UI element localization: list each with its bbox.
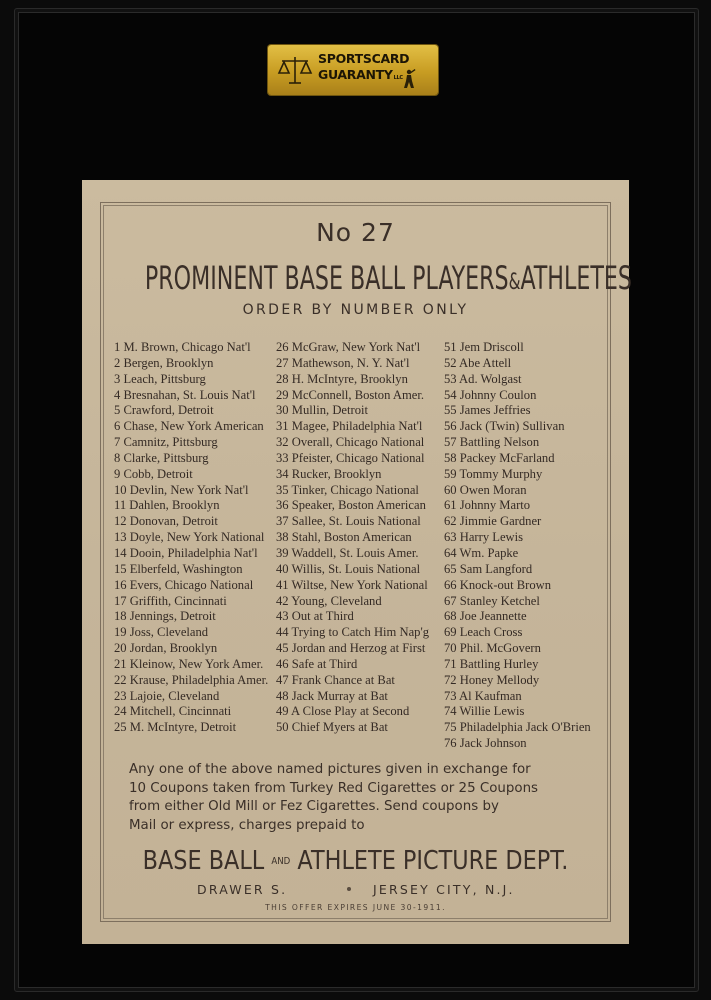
- list-item: 8 Clarke, Pittsburg: [114, 450, 209, 465]
- dept-right: ATHLETE PICTURE DEPT.: [297, 846, 569, 876]
- dept-left: BASE BALL: [142, 846, 265, 876]
- list-item: 67 Stanley Ketchel: [444, 593, 540, 608]
- offer-line: from either Old Mill or Fez Cigarettes. Send coupons by: [129, 799, 499, 814]
- offer-text: [129, 761, 609, 835]
- list-item: 52 Abe Attell: [444, 355, 512, 370]
- list-item: 66 Knock-out Brown: [444, 577, 552, 592]
- scales-icon: [276, 51, 314, 89]
- dept-and: AND: [271, 856, 291, 867]
- list-item: 7 Camnitz, Pittsburg: [114, 435, 218, 450]
- list-item: 61 Johnny Marto: [444, 498, 531, 513]
- list-item: 23 Lajoie, Cleveland: [114, 688, 220, 703]
- list-item: 12 Donovan, Detroit: [114, 514, 218, 529]
- list-item: 21 Kleinow, New York Amer.: [114, 656, 264, 671]
- title-ampersand: &: [508, 270, 521, 295]
- list-item: 14 Dooin, Philadelphia Nat'l: [114, 545, 258, 560]
- list-item: 44 Trying to Catch Him Nap'g: [276, 625, 430, 640]
- list-item: 24 Mitchell, Cincinnati: [114, 704, 232, 719]
- list-item: 57 Battling Nelson: [444, 435, 540, 450]
- list-item: 76 Jack Johnson: [444, 736, 527, 751]
- list-item: 25 M. McIntyre, Detroit: [114, 720, 237, 735]
- list-item: 60 Owen Moran: [444, 482, 527, 497]
- list-item: 69 Leach Cross: [444, 625, 523, 640]
- list-item: 15 Elberfeld, Washington: [114, 561, 243, 576]
- list-item: 36 Speaker, Boston American: [276, 498, 426, 513]
- list-item: 59 Tommy Murphy: [444, 466, 543, 481]
- label-brand-line1: SPORTSCARD: [318, 51, 410, 66]
- list-item: 39 Waddell, St. Louis Amer.: [276, 545, 419, 560]
- list-item: 16 Evers, Chicago National: [114, 577, 254, 592]
- checklist-column-1: [114, 340, 268, 736]
- order-instruction: ORDER BY NUMBER ONLY: [242, 302, 469, 318]
- title-main: PROMINENT BASE BALL PLAYERS: [144, 259, 509, 297]
- label-brand-line2: GUARANTYLLC: [318, 67, 403, 82]
- offer-line: 10 Coupons taken from Turkey Red Cigarettes or 25 Coupons: [129, 780, 539, 796]
- list-item: 5 Crawford, Detroit: [114, 403, 214, 418]
- list-item: 10 Devlin, New York Nat'l: [114, 482, 249, 497]
- offer-line: Mail or express, charges prepaid to: [129, 817, 365, 833]
- list-item: 64 Wm. Papke: [444, 545, 519, 560]
- card-number: No 27: [316, 218, 395, 247]
- drawer-address: DRAWER S.: [197, 882, 288, 897]
- list-item: 46 Safe at Third: [276, 656, 358, 671]
- list-item: 22 Krause, Philadelphia Amer.: [114, 672, 269, 687]
- list-item: 70 Phil. McGovern: [444, 641, 541, 656]
- list-item: 42 Young, Cleveland: [276, 593, 382, 608]
- list-item: 13 Doyle, New York National: [114, 530, 265, 545]
- list-item: 37 Sallee, St. Louis National: [276, 514, 421, 529]
- list-item: 2 Bergen, Brooklyn: [114, 355, 214, 370]
- list-item: 40 Willis, St. Louis National: [276, 561, 421, 576]
- list-item: 62 Jimmie Gardner: [444, 514, 542, 529]
- list-item: 35 Tinker, Chicago National: [276, 482, 419, 497]
- list-item: 58 Packey McFarland: [444, 450, 555, 465]
- list-item: 17 Griffith, Cincinnati: [114, 593, 227, 608]
- tobacco-card-back: [82, 180, 632, 944]
- list-item: 34 Rucker, Brooklyn: [276, 466, 382, 481]
- batter-icon: [400, 69, 416, 89]
- list-item: 9 Cobb, Detroit: [114, 466, 193, 481]
- list-item: 74 Willie Lewis: [444, 704, 525, 719]
- list-item: 45 Jordan and Herzog at First: [276, 641, 426, 656]
- checklist-column-3: [444, 340, 591, 752]
- list-item: 27 Mathewson, N. Y. Nat'l: [276, 355, 410, 370]
- grading-label: [268, 45, 438, 95]
- list-item: 48 Jack Murray at Bat: [276, 688, 388, 703]
- list-item: 19 Joss, Cleveland: [114, 625, 209, 640]
- list-item: 47 Frank Chance at Bat: [276, 672, 395, 687]
- list-item: 43 Out at Third: [276, 609, 354, 624]
- list-item: 4 Bresnahan, St. Louis Nat'l: [114, 387, 256, 402]
- list-item: 6 Chase, New York American: [114, 419, 264, 434]
- list-item: 3 Leach, Pittsburg: [114, 371, 206, 386]
- list-item: 51 Jem Driscoll: [444, 340, 524, 354]
- list-item: 71 Battling Hurley: [444, 656, 539, 671]
- list-item: 1 M. Brown, Chicago Nat'l: [114, 340, 251, 354]
- offer-line: Any one of the above named pictures given in exchange for: [129, 762, 531, 777]
- department-heading: [120, 846, 590, 876]
- list-item: 63 Harry Lewis: [444, 530, 524, 545]
- list-item: 54 Johnny Coulon: [444, 387, 537, 402]
- list-item: 55 James Jeffries: [444, 403, 531, 418]
- list-item: 41 Wiltse, New York National: [276, 577, 428, 592]
- separator-dot: [347, 887, 351, 891]
- list-item: 30 Mullin, Detroit: [276, 403, 368, 418]
- list-item: 56 Jack (Twin) Sullivan: [444, 419, 565, 434]
- list-item: 68 Joe Jeannette: [444, 609, 527, 624]
- list-item: 38 Stahl, Boston American: [276, 530, 412, 545]
- list-item: 65 Sam Langford: [444, 561, 533, 576]
- list-item: 26 McGraw, New York Nat'l: [276, 340, 421, 354]
- list-item: 31 Magee, Philadelphia Nat'l: [276, 419, 423, 434]
- list-item: 20 Jordan, Brooklyn: [114, 641, 218, 656]
- checklist-column-2: [276, 340, 429, 736]
- list-item: 73 Al Kaufman: [444, 688, 522, 703]
- list-item: 72 Honey Mellody: [444, 672, 540, 687]
- label-suffix: LLC: [393, 75, 403, 81]
- list-item: 53 Ad. Wolgast: [444, 371, 522, 386]
- list-item: 11 Dahlen, Brooklyn: [114, 498, 220, 513]
- list-item: 49 A Close Play at Second: [276, 704, 410, 719]
- card-title: [144, 259, 632, 297]
- list-item: 33 Pfeister, Chicago National: [276, 450, 425, 465]
- title-end: ATHLETES: [520, 259, 632, 297]
- city-address: JERSEY CITY, N.J.: [373, 882, 515, 897]
- list-item: 75 Philadelphia Jack O'Brien: [444, 720, 591, 735]
- list-item: 50 Chief Myers at Bat: [276, 720, 388, 735]
- list-item: 28 H. McIntyre, Brooklyn: [276, 371, 408, 386]
- offer-expiry: THIS OFFER EXPIRES JUNE 30-1911.: [265, 903, 446, 912]
- list-item: 29 McConnell, Boston Amer.: [276, 387, 424, 402]
- list-item: 18 Jennings, Detroit: [114, 609, 216, 624]
- list-item: 32 Overall, Chicago National: [276, 435, 425, 450]
